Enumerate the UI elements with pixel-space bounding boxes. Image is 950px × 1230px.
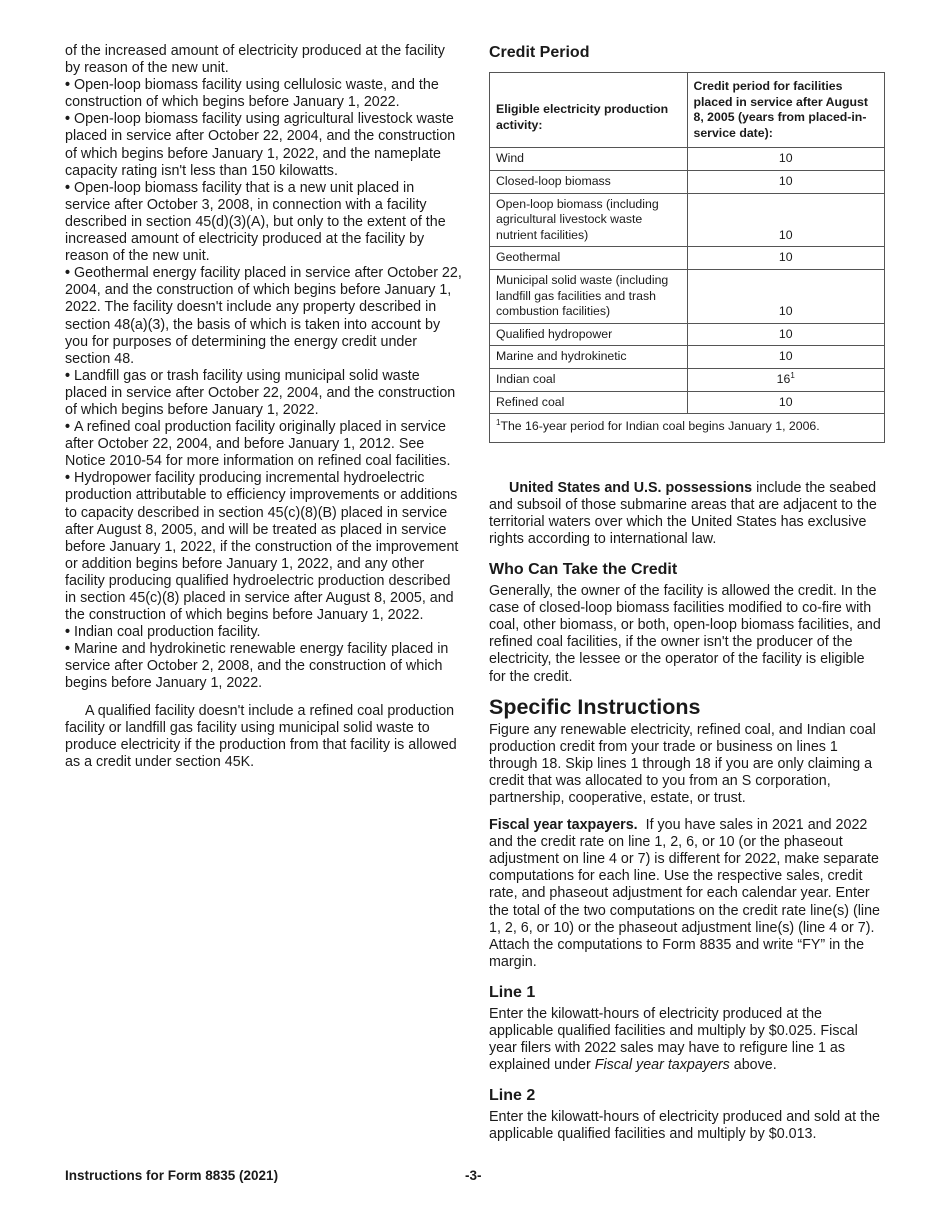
activity-cell: Wind — [490, 148, 688, 171]
fiscal-year-paragraph: Fiscal year taxpayers. If you have sales in 2021 and 2022 and the credit rate on line 1, 2, 6, or 10 (or the phaseout adjustment on line 4 or 7) is different for 2022, make separate computations for each line. Use the respective sales, credit rate, and phaseout adjustment for each calendar year. Enter the total of the two computations on the credit rate line(s) (line 1, 2, 6, or 10) or the phaseout adjustment line(s) (line 4 or 7). Attach the computations to Form 8835 and write “FY” in the margin. — [489, 817, 880, 970]
activity-cell: Closed-loop biomass — [490, 170, 688, 193]
column-header-credit-period: Credit period for facilities placed in service after August 8, 2005 (years from placed-in-service date): — [687, 73, 885, 148]
line-1-heading: Line 1 — [489, 983, 536, 1001]
period-cell: 10 — [687, 269, 885, 323]
period-cell: 10 — [687, 391, 885, 414]
table-row — [490, 269, 885, 323]
bullet-item: • Landfill gas or trash facility using municipal solid waste placed in service after October 22, 2004, and the construction of which begins before January 1, 2022. — [65, 367, 456, 418]
bullet-item: • Geothermal energy facility placed in service after October 22, 2004, and the construction of which begins before January 1, 2022. The facility doesn't include any property described in section 48(a)(3), the basis of which is taken into account by you for purposes of determining the energy credit under section 48. — [65, 265, 462, 367]
us-possessions-paragraph: United States and U.S. possessions include the seabed and subsoil of those submarine areas that are adjacent to the territorial waters over which the United States has exclusive rights according to international law. — [489, 479, 877, 547]
bullet-icon: • — [65, 624, 71, 641]
table-row — [490, 391, 885, 414]
bullet-item: • Open-loop biomass facility using agricultural livestock waste placed in service after October 22, 2004, and the construction of which begins before January 1, 2022, and the nameplate capacity rating isn't less than 150 kilowatts. — [65, 111, 456, 179]
fiscal-year-term: Fiscal year taxpayers. — [489, 817, 638, 834]
line-2-heading: Line 2 — [489, 1087, 536, 1105]
period-cell: $16^1$ — [687, 368, 885, 391]
table-row — [490, 170, 885, 193]
activity-cell: Marine and hydrokinetic — [490, 346, 688, 369]
activity-cell: Geothermal — [490, 247, 688, 270]
bullet-icon: • — [65, 111, 71, 128]
table-row — [490, 323, 885, 346]
table-header-row — [490, 73, 885, 148]
table-row — [490, 368, 885, 391]
activity-cell: Refined coal — [490, 391, 688, 414]
bullet-icon: • — [65, 265, 71, 282]
bullet-item: • Hydropower facility producing incremental hydroelectric production attributable to efficiency improvements or additions to capacity described in section 45(c)(8)(B) placed in service after August 8, 2005, and will be treated as placed in service before January 1, 2022, if the construction of the improvement or addition begins before January 1, 2022, and any other facility producing qualified hydroelectric production described in section 45(c)(8) placed in service after August 8, 2005, and the construction of which begins before January 1, 2022. — [65, 470, 459, 624]
table-footnote: $^1$The 16-year period for Indian coal begins January 1, 2006. — [490, 414, 885, 443]
bullet-icon: • — [65, 77, 71, 94]
who-can-take-text: Generally, the owner of the facility is allowed the credit. In the case of closed-loop biomass facilities modified to co-fire with coal, other biomass, or both, open-loop biomass facilities, and refined coal facilities, if the owner isn't the producer of the electricity, the lessee or the operator of the facility is eligible for the credit. — [489, 583, 881, 685]
table-footnote-row — [490, 414, 885, 443]
period-cell: 10 — [687, 170, 885, 193]
period-cell: 10 — [687, 193, 885, 247]
table-row — [490, 193, 885, 247]
bullet-icon: • — [65, 419, 71, 436]
activity-cell: Open-loop biomass (including agricultural livestock waste nutrient facilities) — [490, 193, 688, 247]
line-1-text: Enter the kilowatt-hours of electricity produced at the applicable qualified facilities and multiply by $0.025. Fiscal year filers with 2022 sales may have to refigure line 1 as explained under Fiscal year taxpayers above. — [489, 1005, 858, 1074]
right-column — [489, 43, 885, 1144]
period-cell: 10 — [687, 323, 885, 346]
period-cell: 10 — [687, 346, 885, 369]
footer-form-label: Instructions for Form 8835 (2021) — [65, 1168, 279, 1183]
us-possessions-term: United States and U.S. possessions — [509, 479, 753, 496]
credit-period-table — [489, 72, 885, 443]
table-row — [490, 346, 885, 369]
table-row — [490, 247, 885, 270]
table-row — [490, 148, 885, 171]
bullet-item: • Marine and hydrokinetic renewable energy facility placed in service after October 2, 2008, and the construction of which begins before January 1, 2022. — [65, 641, 449, 692]
activity-cell: Indian coal — [490, 368, 688, 391]
bullet-item: • A refined coal production facility originally placed in service after October 22, 2004, and before January 1, 2012. See Notice 2010-54 for more information on refined coal facilities. — [65, 419, 451, 470]
bullet-icon: • — [65, 470, 71, 487]
line-2-text: Enter the kilowatt-hours of electricity produced and sold at the applicable qualified facilities and multiply by $0.013. — [489, 1109, 880, 1143]
intro-text: of the increased amount of electricity produced at the facility by reason of the new unit. — [65, 43, 445, 77]
activity-cell: Qualified hydropower — [490, 323, 688, 346]
footer-page-number: -3- — [465, 1168, 482, 1183]
qualified-facility-note: A qualified facility doesn't include a refined coal production facility or landfill gas facility using municipal solid waste to produce electricity if the production from that facility is allowed as a credit under section 45K. — [65, 702, 457, 770]
who-can-take-heading: Who Can Take the Credit — [489, 561, 678, 579]
period-cell: 10 — [687, 148, 885, 171]
bullet-icon: • — [65, 179, 71, 196]
left-column — [65, 43, 463, 771]
bullet-icon: • — [65, 367, 71, 384]
bullet-item: • Open-loop biomass facility that is a new unit placed in service after October 3, 2008, in connection with a facility described in section 45(d)(3)(A), but only to the extent of the increased amount of electricity produced at the facility by reason of the new unit. — [65, 179, 446, 265]
specific-instructions-heading: Specific Instructions — [489, 694, 701, 719]
period-cell: 10 — [687, 247, 885, 270]
bullet-item: • Indian coal production facility. — [65, 624, 261, 641]
activity-cell: Municipal solid waste (including landfill gas facilities and trash combustion facilities) — [490, 269, 688, 323]
credit-period-heading: Credit Period — [489, 44, 590, 61]
specific-instructions-text: Figure any renewable electricity, refined coal, and Indian coal production credit from your trade or business on lines 1 through 18. Skip lines 1 through 18 if you are only claiming a credit that was allocated to you from an S corporation, partnership, cooperative, estate, or trust. — [489, 721, 876, 806]
bullet-item: • Open-loop biomass facility using cellulosic waste, and the construction of which begins before January 1, 2022. — [65, 77, 439, 111]
bullet-icon: • — [65, 641, 71, 658]
footnote-marker: 1 — [790, 370, 795, 380]
column-header-activity: Eligible electricity production activity: — [490, 73, 688, 148]
